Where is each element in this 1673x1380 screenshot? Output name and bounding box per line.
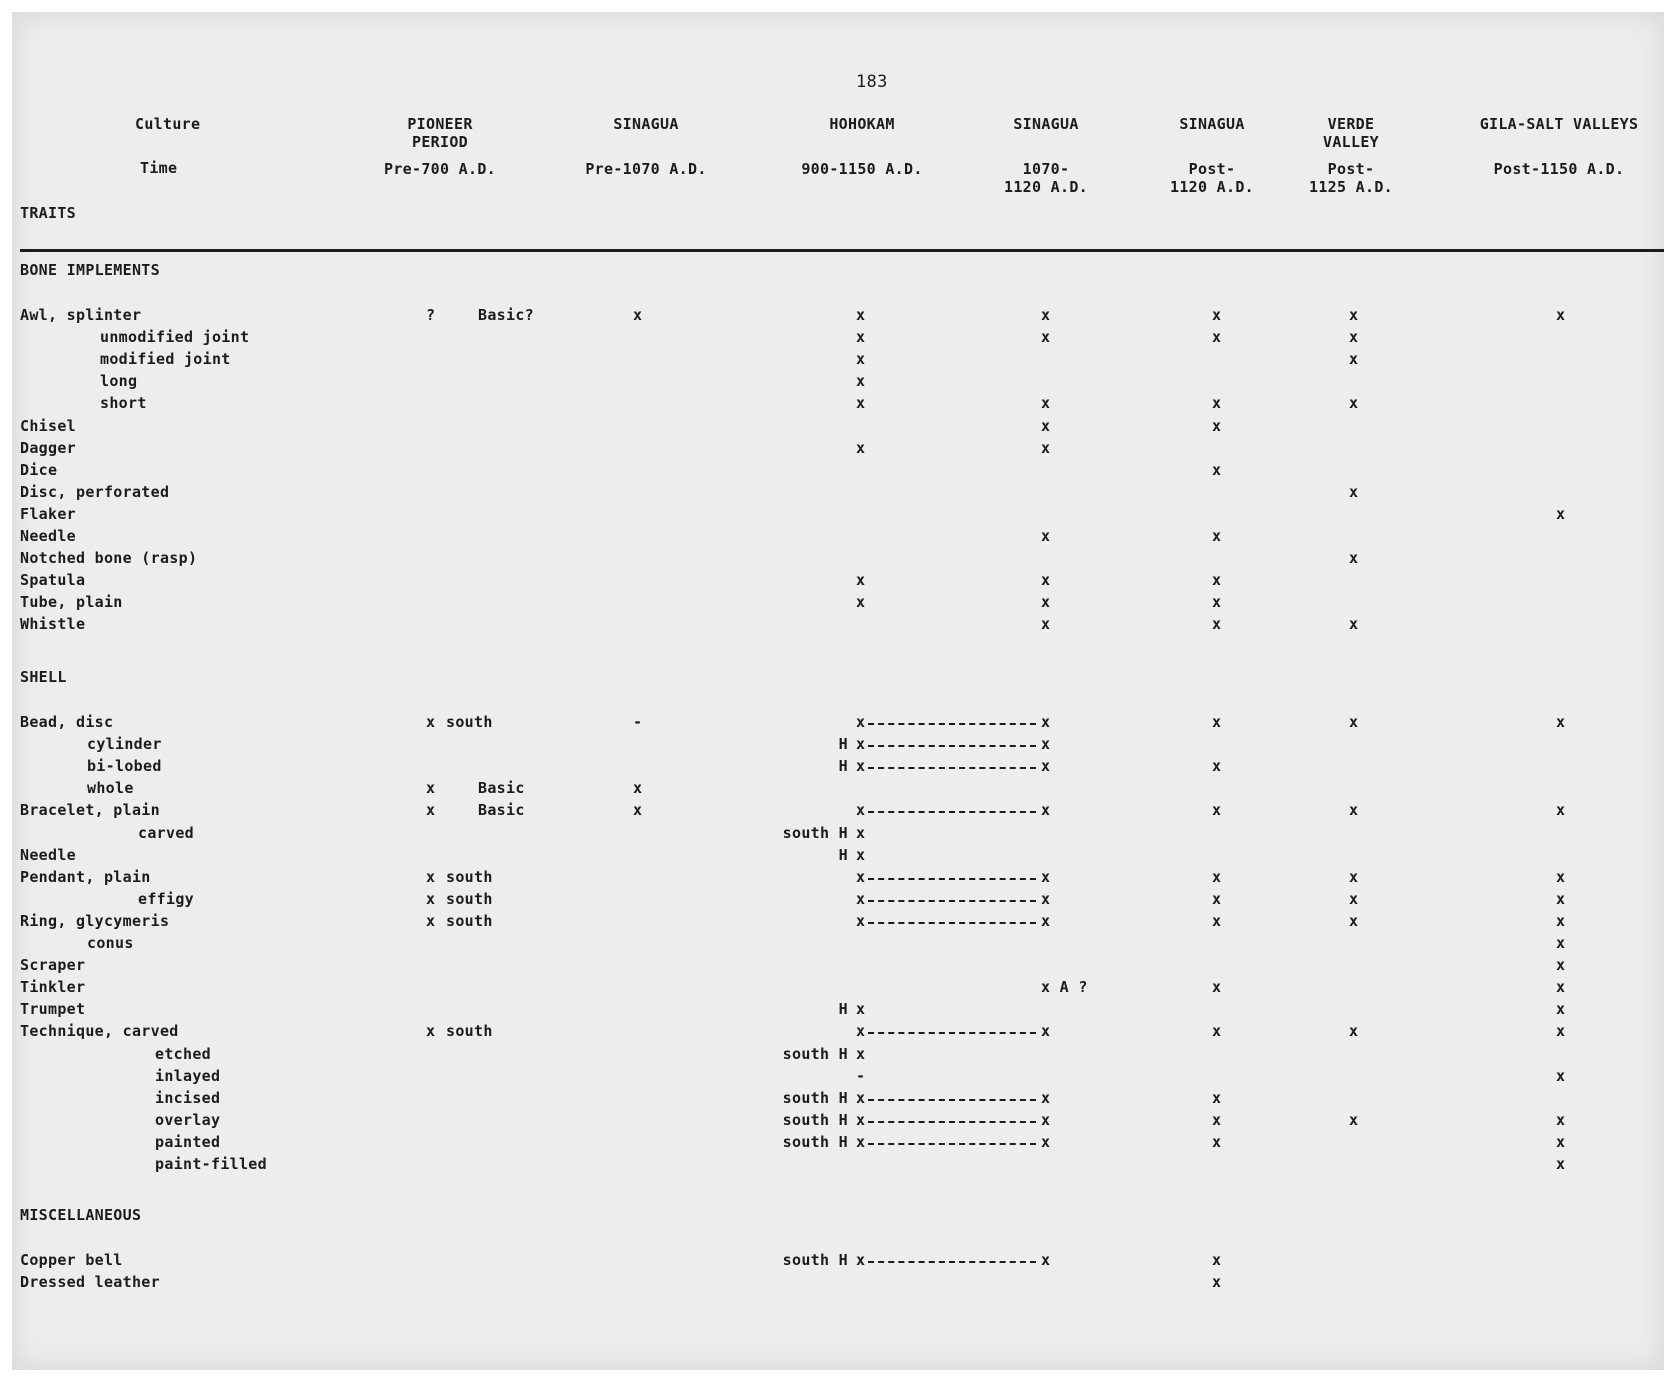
trait-label: cylinder xyxy=(87,735,162,754)
mark-hohokam: x xyxy=(856,350,866,369)
note-hohokam: H xyxy=(838,735,848,754)
trait-label: carved xyxy=(138,823,194,842)
trait-label: Ring, glycymeris xyxy=(20,911,170,930)
column-time-verde-valley: Post- 1125 A.D. xyxy=(1309,160,1393,196)
trait-label: Chisel xyxy=(20,416,76,435)
mark-sinagua-middle: x xyxy=(1041,571,1051,590)
mark-sinagua-middle: x xyxy=(1041,1132,1051,1151)
mark-sinagua-late: x xyxy=(1212,615,1222,634)
mark-verde-valley: x xyxy=(1349,394,1359,413)
mark-hohokam: x xyxy=(856,1044,866,1063)
trait-label: Spatula xyxy=(20,571,86,590)
column-time-hohokam: 900-1150 A.D. xyxy=(801,160,923,178)
trait-label: long xyxy=(100,372,138,391)
trait-label: Scraper xyxy=(20,956,86,975)
span-connector xyxy=(868,745,1036,747)
mark-gila-salt: x xyxy=(1556,867,1566,886)
mark-sinagua-late: x xyxy=(1212,1273,1222,1292)
mark-sinagua-late: x xyxy=(1212,978,1222,997)
mark-sinagua-late: x xyxy=(1212,593,1222,612)
mark-pioneer: ? xyxy=(426,306,436,324)
mark-hohokam: x xyxy=(856,328,866,347)
note-pioneer: south xyxy=(446,911,493,930)
mark-gila-salt: x xyxy=(1556,504,1566,523)
trait-label: Needle xyxy=(20,845,76,864)
mark-sinagua-late: x xyxy=(1212,1132,1222,1151)
trait-label: unmodified joint xyxy=(100,328,250,347)
section-title: SHELL xyxy=(20,668,67,686)
trait-label: overlay xyxy=(155,1110,221,1129)
trait-label: painted xyxy=(155,1132,221,1151)
mark-sinagua-middle: x xyxy=(1041,615,1051,634)
mark-verde-valley: x xyxy=(1349,615,1359,634)
mark-sinagua-early: x xyxy=(633,306,643,324)
mark-gila-salt: x xyxy=(1556,306,1566,324)
header-culture-label: Culture xyxy=(135,115,201,133)
header-time-label: Time xyxy=(140,159,178,177)
mark-gila-salt: x xyxy=(1556,801,1566,820)
section-title: MISCELLANEOUS xyxy=(20,1206,142,1224)
column-culture-gila-salt: GILA-SALT VALLEYS xyxy=(1479,115,1639,133)
mark-gila-salt: x xyxy=(1556,713,1566,731)
span-connector xyxy=(868,1099,1036,1101)
page-number: 183 xyxy=(856,72,888,92)
mark-sinagua-late: x xyxy=(1212,889,1222,908)
mark-gila-salt: x xyxy=(1556,978,1566,997)
mark-hohokam: x xyxy=(856,1110,866,1129)
mark-verde-valley: x xyxy=(1349,867,1359,886)
note-hohokam: south H xyxy=(782,1110,848,1129)
mark-verde-valley: x xyxy=(1349,328,1359,347)
trait-label: Trumpet xyxy=(20,1000,86,1019)
trait-label: Dressed leather xyxy=(20,1273,160,1292)
mark-sinagua-late: x xyxy=(1212,757,1222,776)
mark-sinagua-late: x xyxy=(1212,911,1222,930)
trait-label: inlayed xyxy=(155,1066,221,1085)
trait-label: Bead, disc xyxy=(20,713,114,731)
note-hohokam: south H xyxy=(782,823,848,842)
mark-verde-valley: x xyxy=(1349,1022,1359,1041)
mark-verde-valley: x xyxy=(1349,350,1359,369)
mark-verde-valley: x xyxy=(1349,482,1359,501)
mark-gila-salt: x xyxy=(1556,1132,1566,1151)
trait-label: Awl, splinter xyxy=(20,306,142,324)
mark-sinagua-middle: x xyxy=(1041,593,1051,612)
trait-label: whole xyxy=(87,779,134,798)
mark-sinagua-late: x xyxy=(1212,1088,1222,1107)
mark-sinagua-late: x xyxy=(1212,1110,1222,1129)
note-hohokam: H xyxy=(838,757,848,776)
mark-sinagua-late: x xyxy=(1212,460,1222,479)
mark-sinagua-late: x xyxy=(1212,1022,1222,1041)
mark-pioneer: x xyxy=(426,713,436,731)
column-culture-sinagua-early: SINAGUA xyxy=(613,115,679,133)
trait-label: Whistle xyxy=(20,615,86,634)
note-hohokam: south H xyxy=(782,1132,848,1151)
span-connector xyxy=(868,900,1036,902)
mark-sinagua-middle: x xyxy=(1041,438,1051,457)
trait-label: Dice xyxy=(20,460,58,479)
column-culture-hohokam: HOHOKAM xyxy=(829,115,895,133)
mark-pioneer: x xyxy=(426,801,436,820)
note-hohokam: H xyxy=(838,845,848,864)
mark-gila-salt: x xyxy=(1556,1066,1566,1085)
mark-verde-valley: x xyxy=(1349,889,1359,908)
mark-hohokam: x xyxy=(856,801,866,820)
mark-gila-salt: x xyxy=(1556,911,1566,930)
mark-sinagua-middle: x xyxy=(1041,889,1051,908)
mark-verde-valley: x xyxy=(1349,801,1359,820)
note-pioneer: Basic xyxy=(478,779,525,798)
mark-hohokam: x xyxy=(856,1088,866,1107)
mark-sinagua-middle: x xyxy=(1041,416,1051,435)
note-pioneer: south xyxy=(446,1022,493,1041)
mark-sinagua-late: x xyxy=(1212,1251,1222,1269)
column-culture-sinagua-late: SINAGUA xyxy=(1179,115,1245,133)
mark-gila-salt: x xyxy=(1556,956,1566,975)
trait-label: incised xyxy=(155,1088,221,1107)
trait-label: Needle xyxy=(20,527,76,545)
mark-hohokam: x xyxy=(856,1022,866,1041)
mark-sinagua-early: x xyxy=(633,779,643,798)
trait-label: Pendant, plain xyxy=(20,867,151,886)
mark-pioneer: x xyxy=(426,1022,436,1041)
note-hohokam: south H xyxy=(782,1088,848,1107)
mark-sinagua-middle: x xyxy=(1041,328,1051,347)
mark-hohokam: x xyxy=(856,911,866,930)
span-connector xyxy=(868,878,1036,880)
mark-verde-valley: x xyxy=(1349,1110,1359,1129)
trait-label: Flaker xyxy=(20,504,76,523)
mark-sinagua-middle: x xyxy=(1041,757,1051,776)
mark-pioneer: x xyxy=(426,911,436,930)
mark-hohokam: x xyxy=(856,372,866,391)
trait-label: short xyxy=(100,394,147,413)
mark-sinagua-late: x xyxy=(1212,713,1222,731)
mark-hohokam: x xyxy=(856,845,866,864)
mark-sinagua-early: - xyxy=(633,713,643,731)
trait-label: Tinkler xyxy=(20,978,86,997)
mark-hohokam: x xyxy=(856,889,866,908)
note-pioneer: Basic xyxy=(478,801,525,820)
mark-sinagua-late: x xyxy=(1212,527,1222,545)
trait-label: paint-filled xyxy=(155,1155,267,1173)
span-connector xyxy=(868,1121,1036,1123)
mark-sinagua-late: x xyxy=(1212,306,1222,324)
mark-sinagua-middle: x xyxy=(1041,306,1051,324)
mark-verde-valley: x xyxy=(1349,911,1359,930)
mark-hohokam: x xyxy=(856,713,866,731)
mark-hohokam: x xyxy=(856,757,866,776)
span-connector xyxy=(868,1261,1036,1263)
column-time-pioneer: Pre-700 A.D. xyxy=(384,160,496,178)
mark-sinagua-late: x xyxy=(1212,801,1222,820)
mark-hohokam: x xyxy=(856,571,866,590)
mark-hohokam: x xyxy=(856,1000,866,1019)
mark-pioneer: x xyxy=(426,779,436,798)
note-hohokam: south H xyxy=(782,1251,848,1269)
trait-label: bi-lobed xyxy=(87,757,162,776)
mark-hohokam: x xyxy=(856,1132,866,1151)
mark-hohokam: x xyxy=(856,867,866,886)
mark-verde-valley: x xyxy=(1349,713,1359,731)
span-connector xyxy=(868,922,1036,924)
mark-gila-salt: x xyxy=(1556,934,1566,952)
header-rule xyxy=(20,249,1664,252)
mark-hohokam: x xyxy=(856,438,866,457)
mark-sinagua-middle: x A ? xyxy=(1041,978,1088,997)
trait-label: Tube, plain xyxy=(20,593,123,612)
column-time-sinagua-middle: 1070- 1120 A.D. xyxy=(1004,160,1088,196)
trait-label: Dagger xyxy=(20,438,76,457)
mark-sinagua-middle: x xyxy=(1041,1110,1051,1129)
note-pioneer: south xyxy=(446,867,493,886)
mark-sinagua-middle: x xyxy=(1041,801,1051,820)
trait-label: Technique, carved xyxy=(20,1022,179,1041)
trait-label: effigy xyxy=(138,889,194,908)
note-hohokam: H xyxy=(838,1000,848,1019)
note-pioneer: Basic? xyxy=(478,306,534,324)
mark-sinagua-middle: x xyxy=(1041,527,1051,545)
mark-pioneer: x xyxy=(426,867,436,886)
column-time-sinagua-early: Pre-1070 A.D. xyxy=(585,160,707,178)
mark-sinagua-middle: x xyxy=(1041,1088,1051,1107)
section-title: BONE IMPLEMENTS xyxy=(20,261,160,279)
span-connector xyxy=(868,767,1036,769)
column-culture-sinagua-middle: SINAGUA xyxy=(1013,115,1079,133)
note-pioneer: south xyxy=(446,713,493,731)
mark-hohokam: x xyxy=(856,306,866,324)
trait-label: Copper bell xyxy=(20,1251,123,1269)
span-connector xyxy=(868,723,1036,725)
mark-hohokam: x xyxy=(856,593,866,612)
mark-verde-valley: x xyxy=(1349,549,1359,568)
mark-sinagua-middle: x xyxy=(1041,1022,1051,1041)
mark-sinagua-late: x xyxy=(1212,416,1222,435)
mark-hohokam: x xyxy=(856,823,866,842)
mark-sinagua-middle: x xyxy=(1041,394,1051,413)
mark-gila-salt: x xyxy=(1556,1022,1566,1041)
trait-label: conus xyxy=(87,934,134,952)
mark-pioneer: x xyxy=(426,889,436,908)
span-connector xyxy=(868,1032,1036,1034)
column-time-gila-salt: Post-1150 A.D. xyxy=(1493,160,1625,178)
note-pioneer: south xyxy=(446,889,493,908)
mark-gila-salt: x xyxy=(1556,1155,1566,1173)
mark-sinagua-late: x xyxy=(1212,328,1222,347)
mark-hohokam: - xyxy=(856,1066,866,1085)
trait-label: Bracelet, plain xyxy=(20,801,160,820)
mark-gila-salt: x xyxy=(1556,1110,1566,1129)
mark-hohokam: x xyxy=(856,735,866,754)
mark-gila-salt: x xyxy=(1556,889,1566,908)
column-culture-pioneer: PIONEER PERIOD xyxy=(407,115,473,151)
mark-hohokam: x xyxy=(856,1251,866,1269)
note-hohokam: south H xyxy=(782,1044,848,1063)
span-connector xyxy=(868,1143,1036,1145)
mark-sinagua-middle: x xyxy=(1041,911,1051,930)
mark-gila-salt: x xyxy=(1556,1000,1566,1019)
mark-sinagua-middle: x xyxy=(1041,867,1051,886)
mark-sinagua-middle: x xyxy=(1041,713,1051,731)
mark-hohokam: x xyxy=(856,394,866,413)
trait-label: Disc, perforated xyxy=(20,482,170,501)
mark-sinagua-late: x xyxy=(1212,571,1222,590)
span-connector xyxy=(868,811,1036,813)
mark-sinagua-middle: x xyxy=(1041,1251,1051,1269)
mark-sinagua-early: x xyxy=(633,801,643,820)
trait-label: etched xyxy=(155,1044,211,1063)
column-time-sinagua-late: Post- 1120 A.D. xyxy=(1170,160,1254,196)
trait-label: Notched bone (rasp) xyxy=(20,549,198,568)
trait-label: modified joint xyxy=(100,350,231,369)
header-traits-label: TRAITS xyxy=(20,204,76,222)
mark-sinagua-late: x xyxy=(1212,867,1222,886)
mark-sinagua-middle: x xyxy=(1041,735,1051,754)
column-culture-verde-valley: VERDE VALLEY xyxy=(1323,115,1379,151)
mark-verde-valley: x xyxy=(1349,306,1359,324)
mark-sinagua-late: x xyxy=(1212,394,1222,413)
